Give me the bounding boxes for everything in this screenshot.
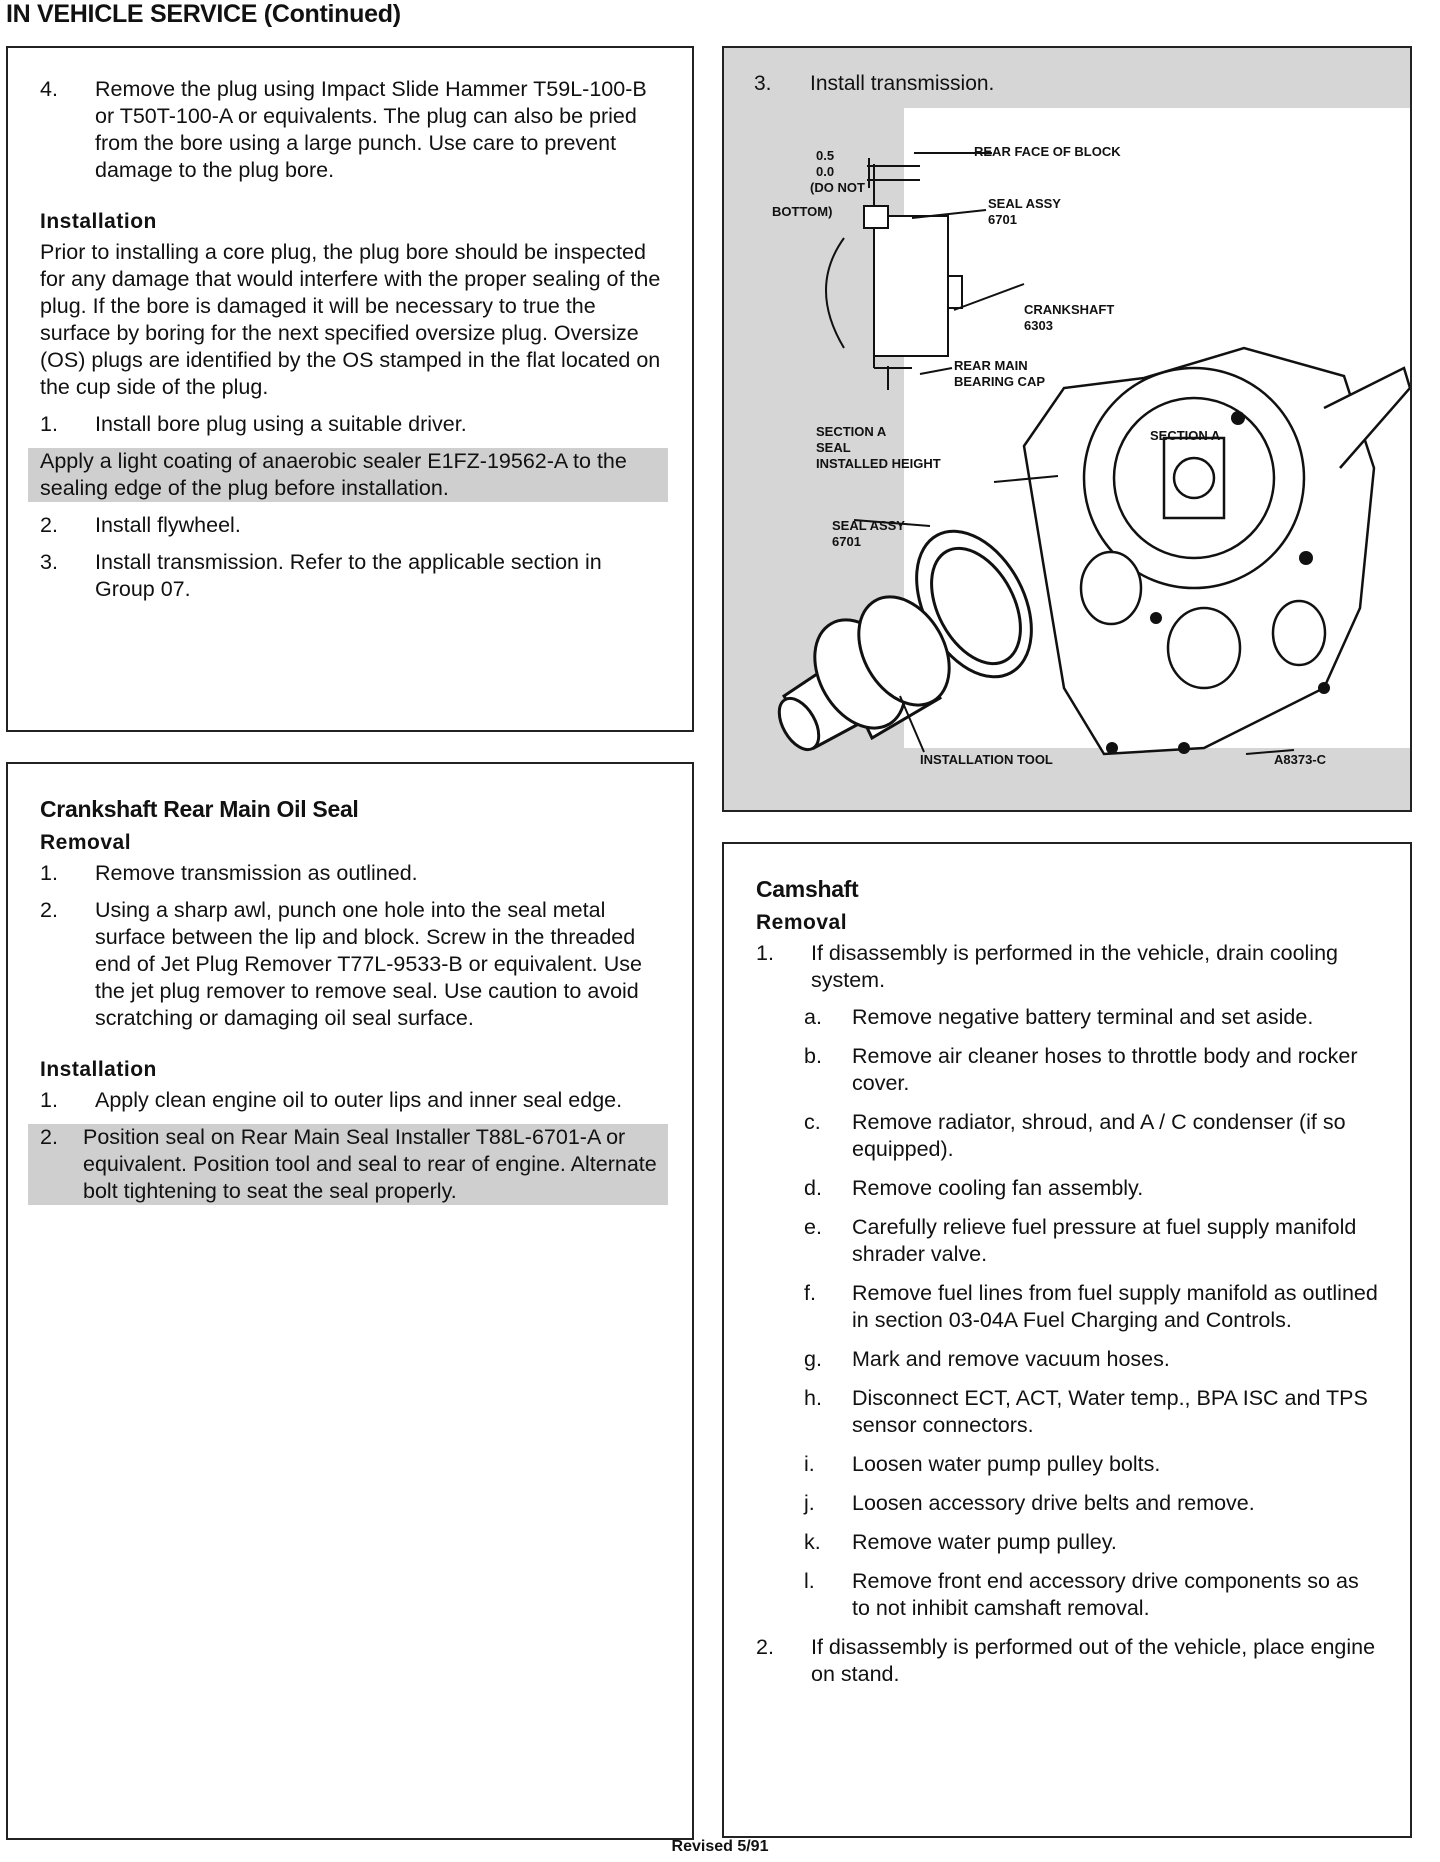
installation-paragraph: Prior to installing a core plug, the plug bore should be inspected for any damage that would interfere with the proper sealing of the plug. If the bore is damaged it will be necessary to true the surface by boring for the next specified oversize plug. Oversize (OS) plugs are identified by the OS stamped in the flat located on the cup side of the plug.	[40, 240, 661, 399]
removal-step-2	[40, 897, 662, 1032]
step-number: 4.	[40, 77, 58, 101]
label-installation-tool: INSTALLATION TOOL	[920, 752, 1053, 767]
installation-step-2	[28, 1124, 668, 1205]
camshaft-box	[722, 842, 1412, 1838]
substep-letter: j.	[804, 1491, 815, 1515]
rear-main-seal-box	[6, 762, 694, 1840]
step-number: 2.	[40, 513, 58, 537]
label-dim-0-5: 0.5	[816, 148, 835, 163]
substep-item	[804, 1109, 1380, 1163]
section-title: Crankshaft Rear Main Oil Seal	[40, 796, 359, 822]
substep-item	[804, 1529, 1380, 1556]
substep-text: Loosen accessory drive belts and remove.	[852, 1491, 1255, 1515]
step-number: 1.	[40, 412, 58, 436]
label-figure-code: A8373-C	[1274, 752, 1327, 767]
substep-item	[804, 1451, 1380, 1478]
step-text: Using a sharp awl, punch one hole into the seal metal surface between the lip and block. Screw in the threaded end of Jet Plug Remover T77L-9533-B or equivalent. Use the jet plug remover to remove seal. Use caution to avoid scratching or damaging oil seal surface.	[95, 898, 642, 1030]
substep-item	[804, 1568, 1380, 1622]
substep-letter: e.	[804, 1215, 822, 1239]
substep-item	[804, 1346, 1380, 1373]
label-section-a-right: SECTION A	[1150, 428, 1221, 443]
substep-item	[804, 1385, 1380, 1439]
step-text: Install flywheel.	[95, 513, 241, 537]
substep-letter: c.	[804, 1110, 821, 1134]
step-2	[40, 512, 662, 539]
substep-letter: h.	[804, 1386, 822, 1410]
label-crankshaft: CRANKSHAFT	[1024, 302, 1115, 317]
substep-letter: f.	[804, 1281, 816, 1305]
substep-text: Remove front end accessory drive components so as to not inhibit camshaft removal.	[852, 1569, 1359, 1620]
substep-text: Remove cooling fan assembly.	[852, 1176, 1144, 1200]
substep-text: Mark and remove vacuum hoses.	[852, 1347, 1170, 1371]
step-1	[40, 411, 662, 438]
sealer-note: Apply a light coating of anaerobic sealer E1FZ-19562-A to the sealing edge of the plug before installation.	[28, 448, 668, 502]
step-number: 1.	[756, 941, 774, 965]
figure-box	[722, 46, 1412, 812]
substep-text: Disconnect ECT, ACT, Water temp., BPA ISC and TPS sensor connectors.	[852, 1386, 1368, 1437]
substep-letter: b.	[804, 1044, 822, 1068]
removal-heading: Removal	[756, 911, 848, 934]
substep-item	[804, 1004, 1380, 1031]
step-3	[40, 549, 662, 603]
step-text: If disassembly is performed in the vehicle, drain cooling system.	[811, 941, 1339, 992]
figure-step-text: Install transmission.	[810, 72, 995, 95]
figure-step-number: 3.	[754, 72, 772, 95]
substep-text: Remove negative battery terminal and set aside.	[852, 1005, 1314, 1029]
label-section-a-left: SECTION A	[816, 424, 887, 439]
label-bearing-cap: BEARING CAP	[954, 374, 1046, 389]
installation-heading: Installation	[40, 1058, 157, 1081]
step-text: Apply clean engine oil to outer lips and inner seal edge.	[95, 1088, 623, 1112]
substep-letter: a.	[804, 1005, 822, 1029]
substep-text: Remove water pump pulley.	[852, 1530, 1117, 1554]
step-number: 1.	[40, 861, 58, 885]
substep-letter: d.	[804, 1176, 822, 1200]
step-text: If disassembly is performed out of the vehicle, place engine on stand.	[811, 1635, 1376, 1686]
installation-heading: Installation	[40, 210, 157, 233]
label-seal-assy-top-num: 6701	[988, 212, 1017, 227]
label-seal-assy-bottom: SEAL ASSY	[832, 518, 905, 533]
step-number: 2.	[40, 898, 58, 922]
step-4	[40, 76, 662, 184]
label-crankshaft-num: 6303	[1024, 318, 1053, 333]
substep-letter: g.	[804, 1347, 822, 1371]
substep-item	[804, 1043, 1380, 1097]
substep-letter: i.	[804, 1452, 815, 1476]
step-number: 2.	[40, 1125, 58, 1149]
core-plug-box	[6, 46, 694, 732]
label-installed-height: INSTALLED HEIGHT	[816, 456, 941, 471]
substep-item	[804, 1490, 1380, 1517]
step-number: 1.	[40, 1088, 58, 1112]
installation-step-1	[40, 1087, 662, 1114]
substep-text: Loosen water pump pulley bolts.	[852, 1452, 1161, 1476]
label-rear-face: REAR FACE OF BLOCK	[974, 144, 1121, 159]
camshaft-substeps	[756, 1004, 1380, 1622]
substep-text: Remove radiator, shroud, and A / C condenser (if so equipped).	[852, 1110, 1346, 1161]
label-do-not: (DO NOT	[810, 180, 865, 195]
removal-heading: Removal	[40, 831, 132, 854]
camshaft-step-1	[756, 940, 1380, 994]
camshaft-step-2	[756, 1634, 1380, 1688]
substep-text: Remove fuel lines from fuel supply manifold as outlined in section 03-04A Fuel Charging and Controls.	[852, 1281, 1378, 1332]
substep-letter: l.	[804, 1569, 815, 1593]
substep-text: Carefully relieve fuel pressure at fuel supply manifold shrader valve.	[852, 1215, 1357, 1266]
page-header: IN VEHICLE SERVICE (Continued)	[6, 0, 401, 28]
step-text: Install bore plug using a suitable driver.	[95, 412, 467, 436]
substep-letter: k.	[804, 1530, 821, 1554]
substep-item	[804, 1175, 1380, 1202]
label-dim-0-0: 0.0	[816, 164, 835, 179]
label-seal-assy-bottom-num: 6701	[832, 534, 861, 549]
revision-footer: Revised 5/91	[671, 1838, 769, 1855]
seal-installation-figure	[724, 48, 1410, 810]
removal-step-1	[40, 860, 662, 887]
label-seal: SEAL	[816, 440, 851, 455]
substep-item	[804, 1214, 1380, 1268]
substep-text: Remove air cleaner hoses to throttle body and rocker cover.	[852, 1044, 1358, 1095]
step-text: Remove the plug using Impact Slide Hammer T59L-100-B or T50T-100-A or equivalents. The plug can also be pried from the bore using a large punch. Use care to prevent damage to the plug bore.	[95, 77, 647, 182]
step-text: Remove transmission as outlined.	[95, 861, 418, 885]
step-number: 2.	[756, 1635, 774, 1659]
section-title: Camshaft	[756, 876, 859, 902]
label-rear-main: REAR MAIN	[954, 358, 1028, 373]
substep-item	[804, 1280, 1380, 1334]
step-text: Install transmission. Refer to the applicable section in Group 07.	[95, 550, 602, 601]
label-seal-assy-top: SEAL ASSY	[988, 196, 1061, 211]
label-bottom: BOTTOM)	[772, 204, 833, 219]
step-text: Position seal on Rear Main Seal Installer T88L-6701-A or equivalent. Position tool and seal to rear of engine. Alternate bolt tightening to seat the seal properly.	[83, 1125, 657, 1203]
step-number: 3.	[40, 550, 58, 574]
